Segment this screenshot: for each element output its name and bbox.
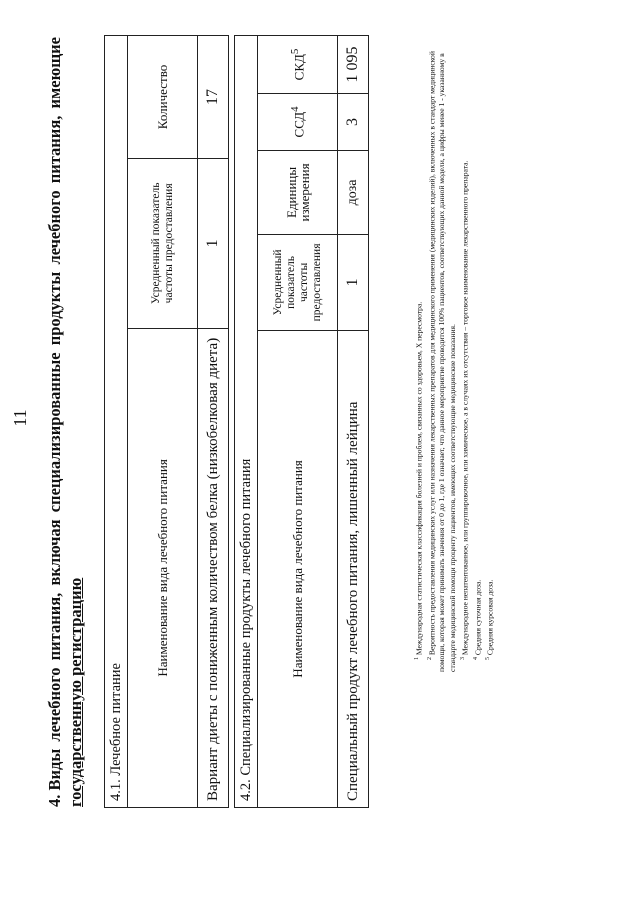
footnote-5 <box>483 32 496 672</box>
heading-word: лечебного <box>45 667 64 742</box>
heading-word: лечебного <box>45 190 64 265</box>
cell-name: Вариант диеты с пониженным количеством белка (низкобелковая диета) <box>198 328 229 807</box>
heading-word: специализированные <box>45 352 64 513</box>
heading-word: продукты <box>45 271 64 346</box>
footnote-1 <box>412 32 425 672</box>
cell-frequency: 1 <box>198 158 229 328</box>
footnote-ref: 5 <box>289 48 302 55</box>
column-header-ssd <box>258 93 338 150</box>
heading-word: питания, <box>45 115 64 184</box>
heading-word: включая <box>45 519 64 586</box>
table-row <box>338 36 369 808</box>
footnote-4 <box>471 32 484 672</box>
cell-quantity: 17 <box>198 36 229 159</box>
footnotes <box>412 32 496 672</box>
cell-frequency: 1 <box>338 234 369 330</box>
footnote-marker: 5 <box>485 657 492 660</box>
footnote-text: Вероятность предоставления медицинских услуг или назначения лекарственных препаратов для медицинского применения (медицинских изделий), включенных в стандарт медицинской помощи, которая может принимать значения от 0 до 1, где 1 означает, что данное мероприятие проводится 100% пациентов, соответствующих данной модели, а цифры менее 1 - указанному в стандарте медицинской помощи проценту пациентов, имеющих соответствующие медицинские показания. <box>427 51 457 672</box>
column-header-frequency: Усредненный показатель частоты предоставления <box>128 158 198 328</box>
table-section-title: 4.1. Лечебное питание <box>105 36 128 808</box>
heading-word: 4. Виды <box>45 748 64 807</box>
ssd-label: ССД <box>291 111 307 138</box>
cell-skd: 1 095 <box>338 36 369 94</box>
table-section-title: 4.2. Специализированные продукты лечебного питания <box>235 36 258 808</box>
footnote-text: Международная статистическая классификация болезней и проблем, связанных со здоровьем, X пересмотра. <box>414 301 424 656</box>
footnote-ref: 4 <box>289 106 302 112</box>
footnote-2 <box>425 32 458 672</box>
footnote-text: Международное непатентованное, или группировочное, или химическое, а в случаях их отсутствия – торговое наименование лекарственного препарата. <box>460 160 470 656</box>
therapeutic-nutrition-table <box>104 35 229 808</box>
heading-word: имеющие <box>45 37 64 109</box>
heading-line-1 <box>44 37 65 807</box>
page-number: 11 <box>10 409 30 427</box>
footnote-marker: 3 <box>459 657 466 660</box>
cell-ssd: 3 <box>338 93 369 150</box>
column-header-unit: Единицы измерения <box>258 150 338 234</box>
column-header-name: Наименование вида лечебного питания <box>258 330 338 807</box>
section-heading <box>44 37 86 807</box>
cell-unit: доза <box>338 150 369 234</box>
specialized-products-table <box>234 35 369 808</box>
footnote-3 <box>458 32 471 672</box>
table-row <box>198 36 229 808</box>
footnote-text: Средняя курсовая доза. <box>485 579 495 656</box>
column-header-frequency: Усредненный показатель частоты предоставления <box>258 234 338 330</box>
footnote-marker: 2 <box>426 657 433 660</box>
footnote-marker: 1 <box>414 657 420 660</box>
column-header-quantity: Количество <box>128 36 198 159</box>
heading-word: питания, <box>45 592 64 661</box>
footnote-marker: 4 <box>472 657 479 660</box>
column-header-name: Наименование вида лечебного питания <box>128 328 198 807</box>
heading-line-2: государственную регистрацию <box>66 577 85 807</box>
column-header-skd <box>258 36 338 94</box>
skd-label: СКД <box>291 54 307 81</box>
cell-name: Специальный продукт лечебного питания, лишенный лейцина <box>338 330 369 807</box>
footnote-text: Средняя суточная доза. <box>473 579 483 656</box>
